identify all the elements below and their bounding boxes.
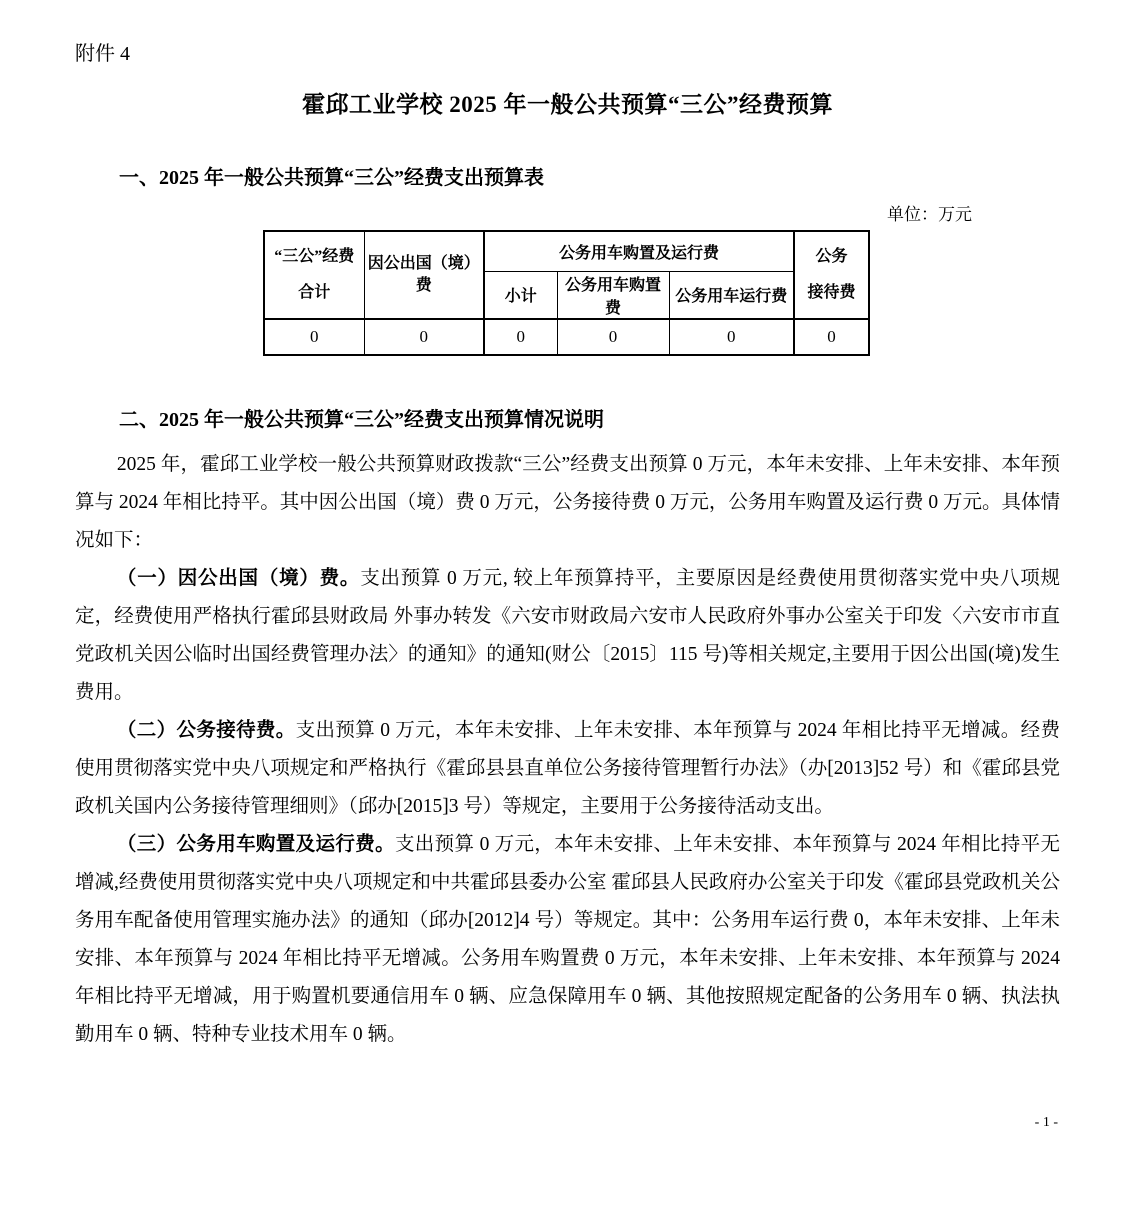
section2-body — [75, 446, 1060, 1054]
item-3-body: 支出预算 0 万元，本年未安排、上年未安排、本年预算与 2024 年相比持平无增减,经费使用贯彻落实党中央八项规定和中共霍邱县委办公室 霍邱县人民政府办公室关于印发《霍邱县党政机关公务用车配备使用管理实施办法》的通知（邱办[2012]4 号）等规定。其中：公务用车运行费 0，本年未安排、上年未安排、本年预算与 2024 年相比持平无增减。公务用车购置费 0 万元，本年未安排、上年未安排、本年预算与 2024 年相比持平无增减，用于购置机要通信用车 0 辆、应急保障用车 0 辆、其他按照规定配备的公务用车 0 辆、执法执勤用车 0 辆、特种专业技术用车 0 辆。 — [75, 833, 1060, 1045]
header-total-line1: “三公”经费 — [274, 247, 355, 265]
section1-heading: 一、2025 年一般公共预算“三公”经费支出预算表 — [119, 167, 544, 189]
value-reception: 0 — [794, 319, 869, 355]
item-2-lead: （二）公务接待费。 — [116, 719, 296, 741]
table-header-row-1 — [264, 231, 869, 271]
item-2-body: 支出预算 0 万元，本年未安排、上年未安排、本年预算与 2024 年相比持平无增减。经费使用贯彻落实党中央八项规定和严格执行《霍邱县县直单位公务接待管理暂行办法》（办[2013]52 号）和《霍邱县党政机关国内公务接待管理细则》（邱办[2015]3 号）等规定，主要用于公务接待活动支出。 — [75, 719, 1060, 817]
header-total — [264, 231, 364, 319]
header-abroad: 因公出国（境）费 — [364, 231, 484, 319]
item-3-lead: （三）公务用车购置及运行费。 — [116, 833, 395, 855]
header-reception — [794, 231, 869, 319]
value-purchase: 0 — [557, 319, 669, 355]
value-abroad: 0 — [364, 319, 484, 355]
header-reception-line1: 公务 — [815, 247, 848, 265]
item-1-lead: （一）因公出国（境）费。 — [116, 567, 361, 589]
unit-note: 单位：万元 — [887, 205, 972, 224]
header-reception-line2: 接待费 — [807, 283, 856, 301]
item-1-body: 支出预算 0 万元, 较上年预算持平，主要原因是经费使用贯彻落实党中央八项规定，经费使用严格执行霍邱县财政局 外事办转发《六安市财政局六安市人民政府外事办公室关于印发〈六安市市直党政机关因公临时出国经费管理办法〉的通知》的通知(财公〔2015〕115 号)等相关规定,主要用于因公出国(境)发生费用。 — [75, 567, 1060, 703]
header-operation: 公务用车运行费 — [669, 271, 794, 319]
value-operation: 0 — [669, 319, 794, 355]
page-number: - 1 - — [1034, 1115, 1058, 1130]
value-subtotal: 0 — [484, 319, 557, 355]
item-paragraph-3 — [75, 826, 1060, 1054]
table-data-row — [264, 319, 869, 355]
item-paragraph-2 — [75, 712, 1060, 826]
header-purchase: 公务用车购置费 — [557, 271, 669, 319]
header-subtotal: 小计 — [484, 271, 557, 319]
budget-table — [263, 230, 870, 356]
document-title: 霍邱工业学校 2025 年一般公共预算“三公”经费预算 — [302, 92, 833, 117]
section2-heading: 二、2025 年一般公共预算“三公”经费支出预算情况说明 — [119, 408, 604, 431]
header-total-line2: 合计 — [298, 283, 331, 301]
attachment-label: 附件 4 — [75, 43, 130, 65]
intro-paragraph: 2025 年，霍邱工业学校一般公共预算财政拨款“三公”经费支出预算 0 万元，本年未安排、上年未安排、本年预算与 2024 年相比持平。其中因公出国（境）费 0 万元，公务接待费 0 万元，公务用车购置及运行费 0 万元。具体情况如下： — [75, 453, 1060, 551]
item-paragraph-1 — [75, 560, 1060, 712]
header-vehicle-group: 公务用车购置及运行费 — [484, 231, 794, 271]
value-total: 0 — [264, 319, 364, 355]
